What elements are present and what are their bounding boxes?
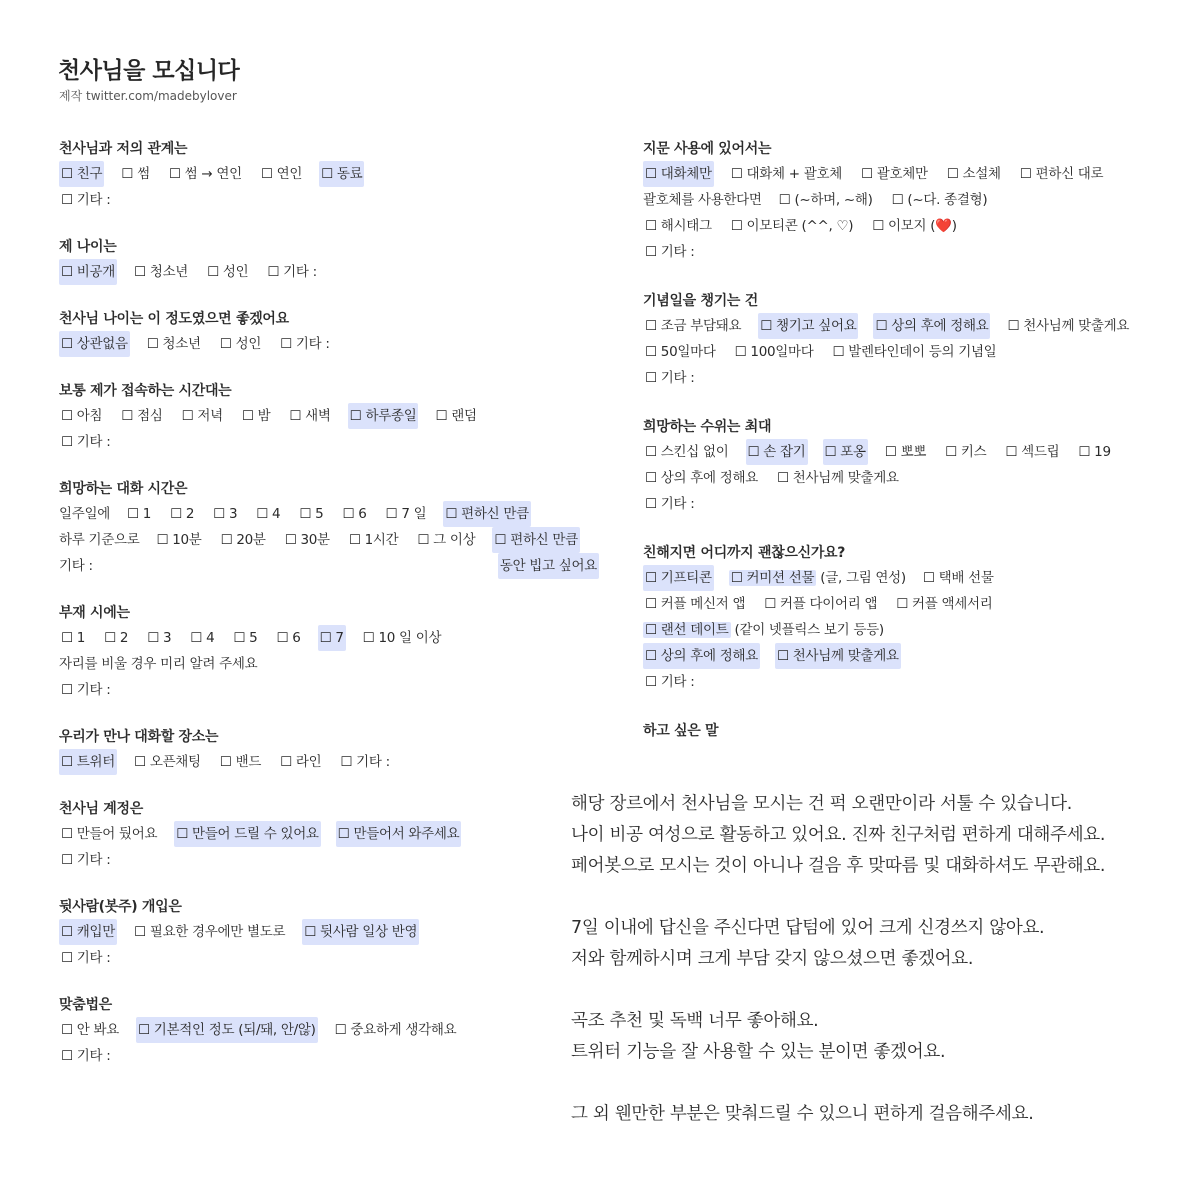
option-row <box>643 643 1163 669</box>
checkbox-option[interactable]: ☐ 발렌타인데이 등의 기념일 <box>832 344 997 360</box>
option-label-text: 자리를 비울 경우 미리 알려 주세요 <box>59 656 258 672</box>
page-title: 천사님을 모십니다 <box>58 58 240 84</box>
memo-spacer <box>571 975 1171 1006</box>
checkbox-option[interactable]: ☐ 점심 <box>121 408 163 424</box>
question-section <box>643 415 1163 517</box>
checkbox-option[interactable]: ☐ 기타 : <box>61 192 111 208</box>
memo-line: 그 외 웬만한 부분은 맞춰드릴 수 있으니 편하게 걸음해주세요. <box>571 1104 1034 1124</box>
right-column <box>643 137 1163 767</box>
question-title: 희망하는 대화 시간은 <box>59 481 188 497</box>
checkbox-option[interactable]: ☐ 성인 <box>207 264 249 280</box>
checkbox-option[interactable]: ☐ 성인 <box>219 336 262 352</box>
option-row <box>643 161 1163 187</box>
checkbox-option[interactable]: ☐ 천사님께 맞출게요 <box>776 470 899 486</box>
checkbox-option[interactable]: ☐ 중요하게 생각해요 <box>334 1022 457 1038</box>
option-row <box>59 677 599 703</box>
checkbox-option[interactable]: ☐ 6 <box>342 506 367 522</box>
question-section <box>59 601 599 703</box>
checkbox-option[interactable]: ☐ 3 <box>213 506 238 522</box>
checkbox-option-selected-part: ☐ 랜선 데이트 <box>645 622 729 638</box>
checkbox-option[interactable]: ☐ 아침 <box>61 408 103 424</box>
checkbox-option[interactable]: ☐ 섹드립 <box>1005 444 1060 460</box>
checkbox-option[interactable]: ☐ 저녁 <box>181 408 223 424</box>
checkbox-option[interactable]: ☐ 연인 <box>260 166 303 182</box>
checkbox-option[interactable]: ☐ 만들어 뒀어요 <box>61 826 158 842</box>
option-row <box>59 161 599 187</box>
memo-spacer <box>571 1068 1171 1099</box>
checkbox-option-selected[interactable]: ☐ 천사님께 맞출게요 <box>775 643 901 669</box>
checkbox-option[interactable]: ☐ 기타 : <box>280 336 330 352</box>
checkbox-option[interactable]: ☐ 기타 : <box>61 1048 111 1064</box>
checkbox-option[interactable]: ☐ 그 이상 <box>417 532 476 548</box>
option-row <box>59 847 599 873</box>
checkbox-option[interactable] <box>729 565 906 591</box>
option-row <box>59 553 599 579</box>
option-row <box>59 527 599 553</box>
question-title: 천사님 나이는 이 정도였으면 좋겠어요 <box>59 311 289 327</box>
question-title: 지문 사용에 있어서는 <box>643 141 772 157</box>
checkbox-option[interactable]: ☐ 1시간 <box>348 532 399 548</box>
checkbox-option[interactable]: ☐ 이모지 (❤️) <box>872 218 957 234</box>
checkbox-option[interactable]: ☐ 밤 <box>241 408 271 424</box>
question-title: 하고 싶은 말 <box>643 723 719 739</box>
checkbox-option[interactable]: ☐ 해시태그 <box>645 218 712 234</box>
checkbox-option[interactable]: ☐ 기타 : <box>645 244 695 260</box>
memo-line: 나이 비공 여성으로 활동하고 있어요. 진짜 친구처럼 편하게 대해주세요. <box>571 825 1106 845</box>
checkbox-option[interactable]: ☐ 커플 메신저 앱 <box>645 596 746 612</box>
checkbox-option[interactable]: ☐ 청소년 <box>134 264 189 280</box>
memo-line: 트위터 기능을 잘 사용할 수 있는 분이면 좋겠어요. <box>571 1042 946 1062</box>
checkbox-option[interactable]: ☐ 안 봐요 <box>61 1022 120 1038</box>
memo-line: 해당 장르에서 천사님을 모시는 건 퍽 오랜만이라 서툴 수 있습니다. <box>571 794 1072 814</box>
checkbox-option[interactable]: ☐ 뽀뽀 <box>884 444 927 460</box>
option-row <box>59 749 599 775</box>
checkbox-option-selected-part: ☐ 커미션 선물 <box>730 570 815 586</box>
checkbox-option-selected[interactable]: ☐ 손 잡기 <box>746 439 808 465</box>
memo-line: 저와 함께하시며 크게 부담 갖지 않으셨으면 좋겠어요. <box>571 949 974 969</box>
checkbox-option[interactable]: ☐ 청소년 <box>146 336 201 352</box>
checkbox-option[interactable]: ☐ 랜덤 <box>435 408 477 424</box>
checkbox-option-selected[interactable]: ☐ 친구 <box>59 161 104 187</box>
left-column <box>59 137 599 1091</box>
checkbox-option[interactable]: ☐ 편하신 대로 <box>1019 166 1104 182</box>
checkbox-option[interactable]: ☐ 5 <box>299 506 324 522</box>
option-label-text: 괄호체를 사용한다면 <box>643 192 762 208</box>
checkbox-option[interactable]: ☐ 10분 <box>156 532 202 548</box>
option-row <box>643 565 1163 591</box>
question-title: 친해지면 어디까지 괜찮으신가요? <box>643 545 846 561</box>
checkbox-option-selected[interactable]: ☐ 상관없음 <box>59 331 130 357</box>
checkbox-option[interactable]: ☐ 기타 : <box>340 754 390 770</box>
checkbox-option[interactable]: ☐ 기타 : <box>645 370 695 386</box>
checkbox-option[interactable]: ☐ 썸 → 연인 <box>168 166 242 182</box>
question-section <box>643 289 1163 391</box>
checkbox-option[interactable]: ☐ 4 <box>256 506 281 522</box>
checkbox-option[interactable]: ☐ (~다. 종결형) <box>891 192 988 208</box>
option-row <box>643 669 1163 695</box>
memo-text <box>571 789 1171 1130</box>
checkbox-option[interactable]: ☐ 50일마다 <box>645 344 716 360</box>
question-title: 제 나이는 <box>59 239 117 255</box>
checkbox-option[interactable]: ☐ 밴드 <box>219 754 262 770</box>
checkbox-option-selected[interactable]: ☐ 편하신 만큼 <box>443 501 531 527</box>
checkbox-option-selected[interactable]: ☐ 기본적인 정도 (되/돼, 안/않) <box>136 1017 318 1043</box>
checkbox-option[interactable]: ☐ (~하며, ~해) <box>778 192 873 208</box>
checkbox-option-selected[interactable]: ☐ 뒷사람 일상 반영 <box>302 919 419 945</box>
checkbox-option[interactable] <box>643 617 884 643</box>
credit-line: 제작 twitter.com/madebylover <box>59 89 237 103</box>
question-title: 천사님 계정은 <box>59 801 143 817</box>
checkbox-option-selected[interactable]: ☐ 7 <box>318 625 346 651</box>
question-section <box>59 797 599 873</box>
question-section <box>59 137 599 213</box>
option-label-text: 기타 : <box>59 558 93 574</box>
checkbox-option[interactable]: ☐ 커플 액세서리 <box>896 596 993 612</box>
checkbox-option-selected[interactable]: ☐ 기프티콘 <box>643 565 714 591</box>
checkbox-option-selected[interactable]: ☐ 상의 후에 정해요 <box>873 313 990 339</box>
checkbox-option[interactable]: ☐ 커플 다이어리 앱 <box>764 596 878 612</box>
checkbox-option[interactable]: ☐ 기타 : <box>61 852 111 868</box>
question-section <box>643 541 1163 695</box>
checkbox-option[interactable]: ☐ 괄호체만 <box>861 166 928 182</box>
checkbox-option[interactable]: ☐ 4 <box>190 630 215 646</box>
question-title: 부재 시에는 <box>59 605 130 621</box>
option-row <box>643 365 1163 391</box>
question-section <box>59 379 599 455</box>
checkbox-option[interactable]: ☐ 5 <box>233 630 258 646</box>
checkbox-option[interactable]: ☐ 조금 부담돼요 <box>645 318 742 334</box>
checkbox-option[interactable]: ☐ 30분 <box>284 532 330 548</box>
checkbox-option-selected[interactable]: ☐ 하루종일 <box>348 403 419 429</box>
checkbox-option[interactable]: ☐ 1 <box>61 630 86 646</box>
option-row <box>643 591 1163 617</box>
question-section <box>59 725 599 775</box>
checkbox-option-selected[interactable]: ☐ 편하신 만큼 <box>492 527 580 553</box>
question-title: 우리가 만나 대화할 장소는 <box>59 729 219 745</box>
question-title: 희망하는 수위는 최대 <box>643 419 772 435</box>
checkbox-option[interactable]: ☐ 1 <box>126 506 152 522</box>
question-section <box>643 137 1163 265</box>
checkbox-option[interactable]: ☐ 기타 : <box>645 496 695 512</box>
checkbox-option-selected[interactable]: 동안 빕고 싶어요 <box>498 553 599 579</box>
option-row <box>643 439 1163 465</box>
question-section <box>59 895 599 971</box>
checkbox-option[interactable]: ☐ 키스 <box>945 444 987 460</box>
checkbox-option[interactable]: ☐ 썸 <box>121 166 150 182</box>
checkbox-option[interactable]: ☐ 소설체 <box>946 166 1001 182</box>
checkbox-option-selected[interactable]: ☐ 비공개 <box>59 259 117 285</box>
checkbox-option[interactable]: ☐ 기타 : <box>645 674 695 690</box>
option-row <box>643 491 1163 517</box>
option-row <box>643 313 1163 339</box>
checkbox-option-selected[interactable]: ☐ 동료 <box>319 161 364 187</box>
memo-spacer <box>571 882 1171 913</box>
checkbox-option[interactable]: ☐ 택배 선물 <box>922 570 994 586</box>
checkbox-option[interactable]: ☐ 20분 <box>220 532 266 548</box>
option-row <box>59 331 599 357</box>
checkbox-option[interactable]: ☐ 대화체 + 괄호체 <box>730 166 842 182</box>
option-label-text: 하루 기준으로 <box>59 532 140 548</box>
option-row <box>643 239 1163 265</box>
checkbox-option-selected[interactable]: ☐ 상의 후에 정해요 <box>643 643 760 669</box>
option-row <box>59 821 599 847</box>
checkbox-option[interactable]: ☐ 10 일 이상 <box>362 630 442 646</box>
checkbox-option-selected[interactable]: ☐ 만들어 드릴 수 있어요 <box>174 821 320 847</box>
option-row <box>59 651 599 677</box>
checkbox-option[interactable]: ☐ 100일마다 <box>734 344 814 360</box>
checkbox-option[interactable]: ☐ 라인 <box>280 754 322 770</box>
checkbox-option-selected[interactable]: ☐ 포옹 <box>823 439 868 465</box>
option-row <box>643 339 1163 365</box>
checkbox-option[interactable]: ☐ 3 <box>147 630 172 646</box>
option-row <box>59 403 599 429</box>
memo-line: 페어봇으로 모시는 것이 아니나 걸음 후 맞따름 및 대화하셔도 무관해요. <box>571 856 1106 876</box>
checkbox-option[interactable]: ☐ 새벽 <box>289 408 331 424</box>
checkbox-option[interactable]: ☐ 스킨십 없이 <box>645 444 729 460</box>
question-title: 뒷사람(봇주) 개입은 <box>59 899 182 915</box>
option-row <box>59 625 599 651</box>
checkbox-option[interactable]: ☐ 기타 : <box>61 434 111 450</box>
option-row <box>59 259 599 285</box>
option-row <box>59 945 599 971</box>
question-section <box>59 307 599 357</box>
checkbox-option-selected[interactable]: ☐ 만들어서 와주세요 <box>336 821 462 847</box>
option-row <box>59 1017 599 1043</box>
checkbox-option[interactable]: ☐ 기타 : <box>267 264 317 280</box>
question-section <box>59 477 599 579</box>
option-row <box>59 501 599 527</box>
memo-line: 7일 이내에 답신을 주신다면 답텀에 있어 크게 신경쓰지 않아요. <box>571 918 1045 938</box>
option-row <box>643 187 1163 213</box>
checkbox-option-selected[interactable]: ☐ 대화체만 <box>643 161 714 187</box>
checkbox-option[interactable]: ☐ 2 <box>104 630 129 646</box>
option-row <box>59 187 599 213</box>
checkbox-option[interactable]: ☐ 상의 후에 정해요 <box>645 470 758 486</box>
question-title: 보통 제가 접속하는 시간대는 <box>59 383 232 399</box>
option-row <box>643 213 1163 239</box>
checkbox-option[interactable]: ☐ 6 <box>276 630 301 646</box>
checkbox-option[interactable]: ☐ 2 <box>170 506 195 522</box>
option-row <box>59 919 599 945</box>
question-section <box>59 993 599 1069</box>
checkbox-option[interactable]: ☐ 19 <box>1078 444 1111 460</box>
memo-line: 곡조 추천 및 독백 너무 좋아해요. <box>571 1011 819 1031</box>
question-title: 기념일을 챙기는 건 <box>643 293 758 309</box>
checkbox-option[interactable]: ☐ 천사님께 맞출게요 <box>1007 318 1130 334</box>
option-label-text: 일주일에 <box>59 506 110 522</box>
checkbox-option-selected[interactable]: ☐ 캐입만 <box>59 919 117 945</box>
checkbox-option[interactable]: ☐ 오픈채팅 <box>134 754 201 770</box>
option-row <box>59 429 599 455</box>
option-row <box>643 465 1163 491</box>
question-title: 천사님과 저의 관계는 <box>59 141 188 157</box>
question-title: 맞춤법은 <box>59 997 112 1013</box>
checkbox-option-note: (같이 넷플릭스 보기 등등) <box>730 622 884 638</box>
checkbox-option[interactable]: ☐ 기타 : <box>61 950 111 966</box>
checkbox-option[interactable]: ☐ 기타 : <box>61 682 111 698</box>
checkbox-option-selected[interactable]: ☐ 트위터 <box>59 749 117 775</box>
option-row <box>643 617 1163 643</box>
option-row <box>59 1043 599 1069</box>
checkbox-option[interactable]: ☐ 이모티콘 (^^, ♡) <box>730 218 854 234</box>
question-section <box>59 235 599 285</box>
checkbox-option[interactable]: ☐ 7 일 <box>385 506 427 522</box>
checkbox-option[interactable]: ☐ 필요한 경우에만 별도로 <box>134 924 286 940</box>
question-section <box>643 719 1163 743</box>
checkbox-option-note: (글, 그림 연성) <box>816 570 906 586</box>
checkbox-option-selected[interactable]: ☐ 챙기고 싶어요 <box>758 313 858 339</box>
